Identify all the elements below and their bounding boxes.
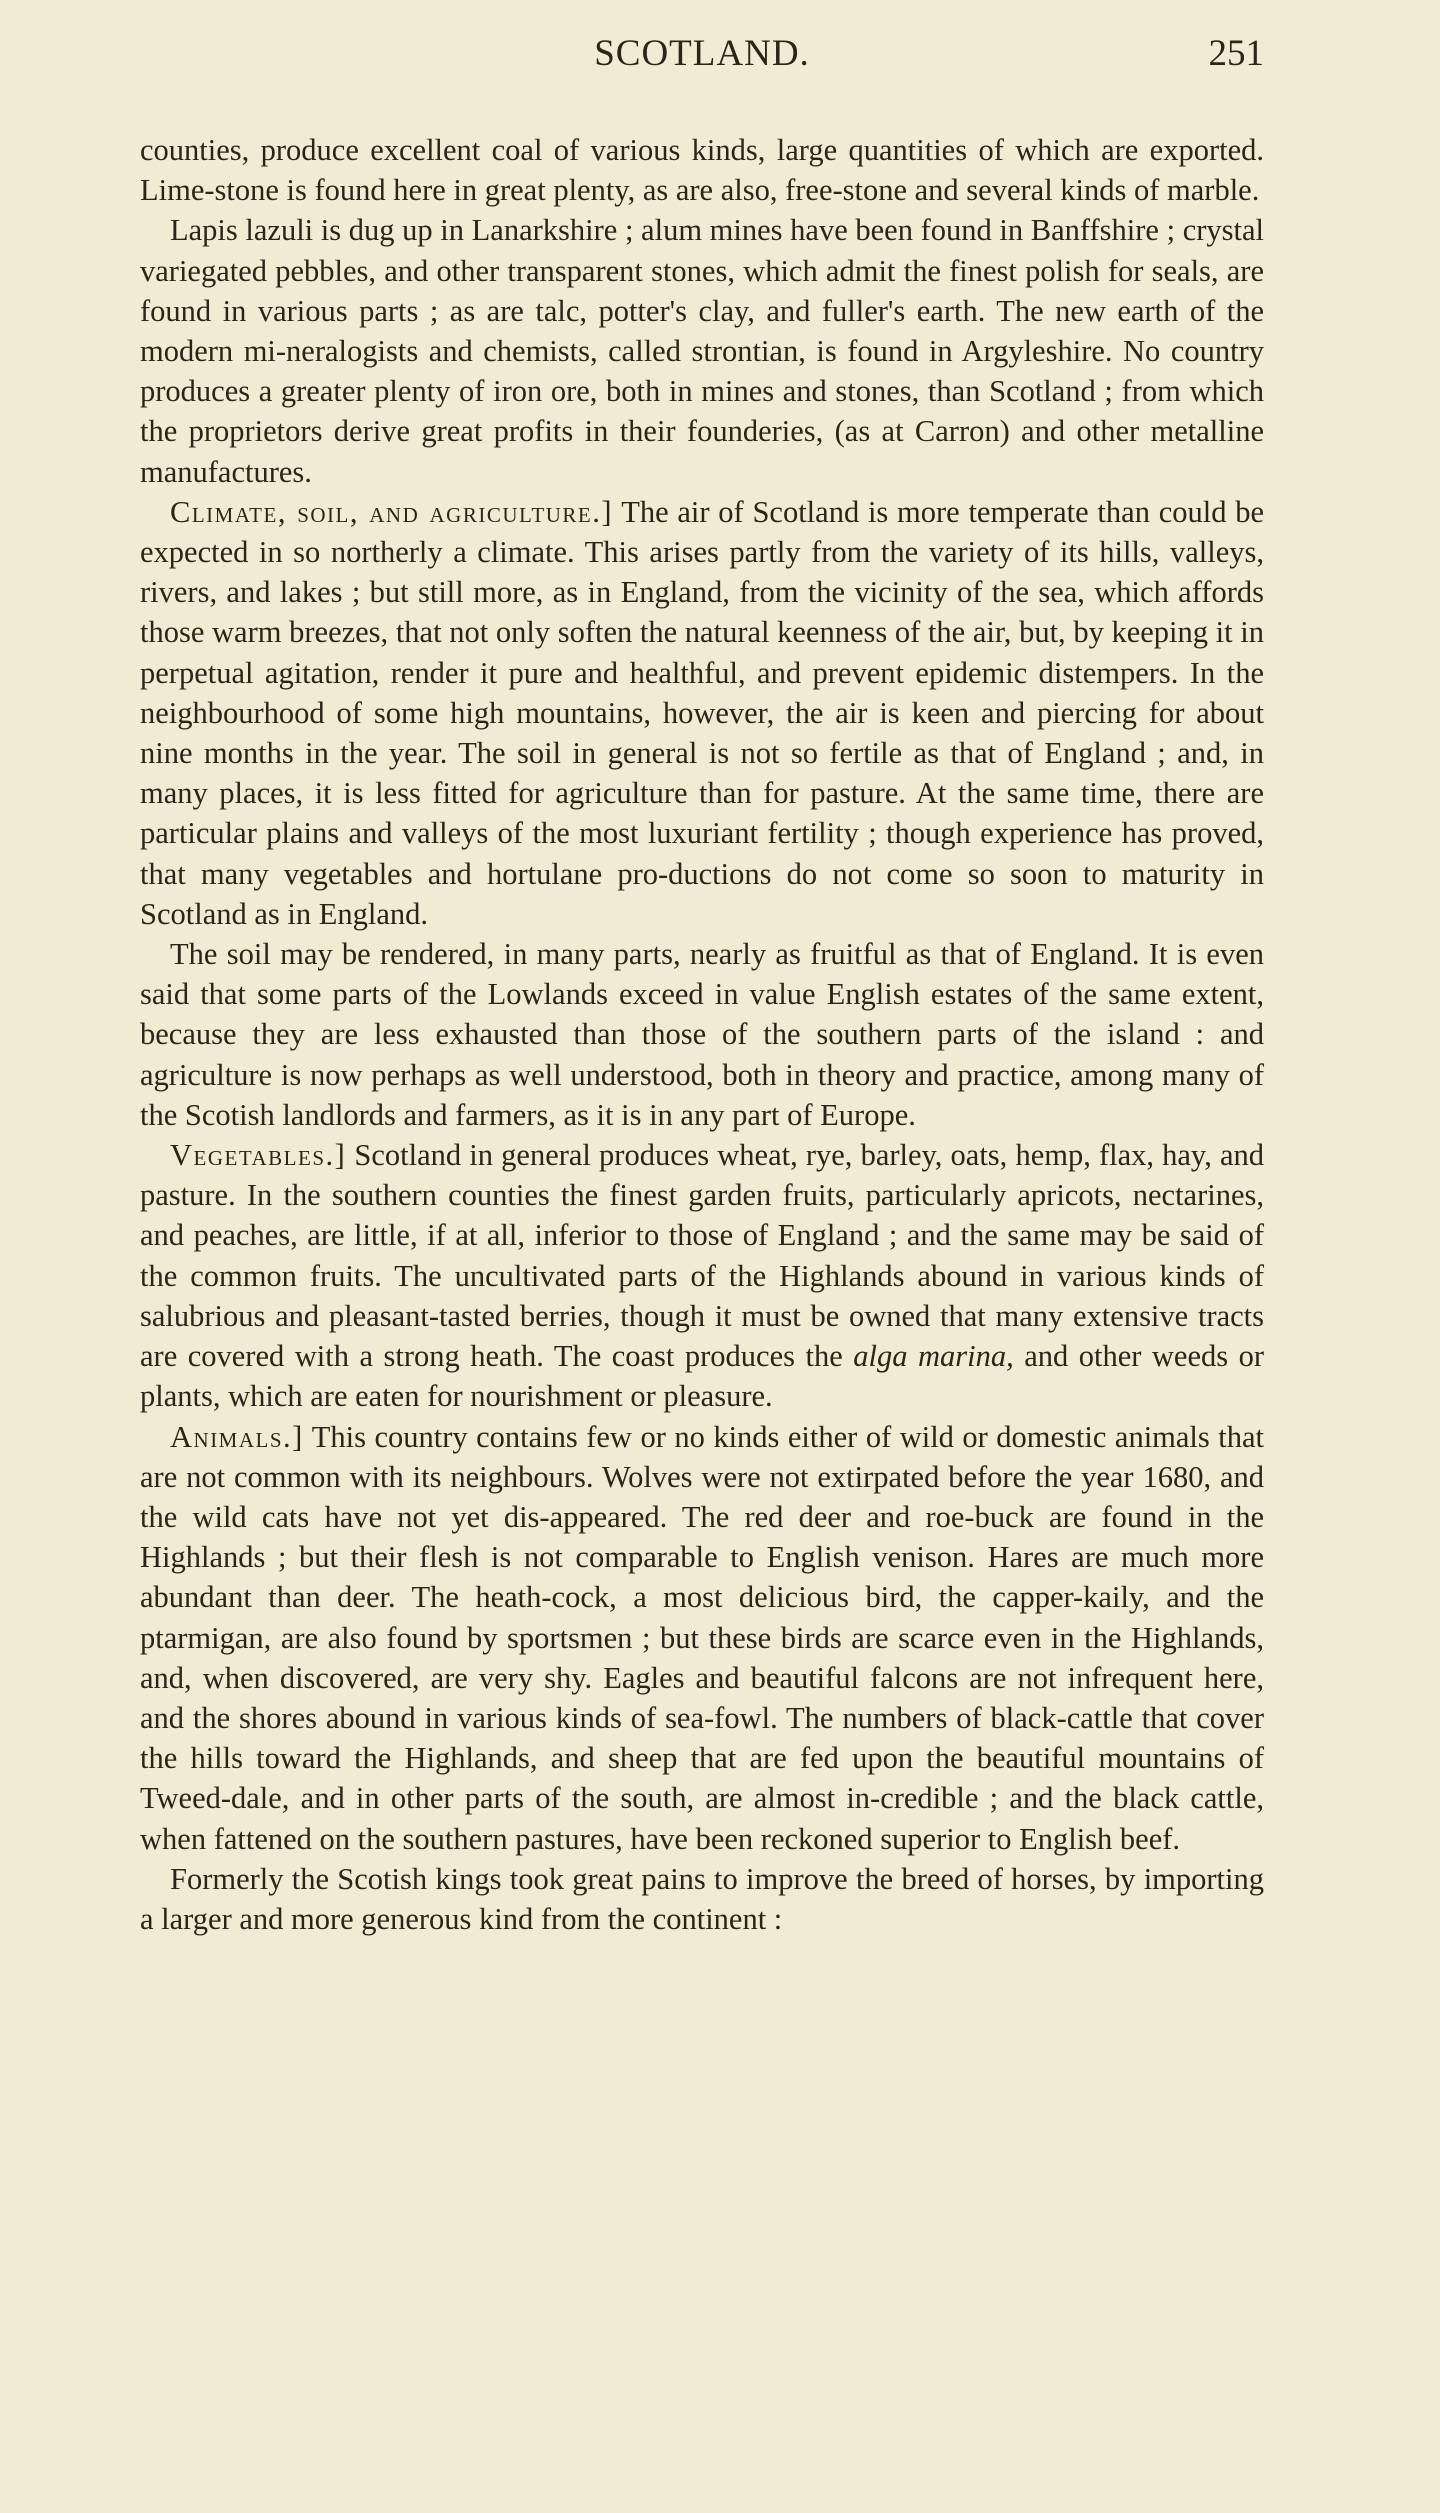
section-heading-animals: Animals.]: [170, 1419, 304, 1454]
running-head: [140, 26, 1264, 86]
paragraph-soil: [140, 934, 1264, 1135]
section-heading-vegetables: Vegetables.]: [170, 1138, 347, 1173]
paragraph-animals: [140, 1417, 1264, 1859]
italic-term: alga marina,: [853, 1339, 1014, 1374]
paragraph-coal: [140, 130, 1264, 210]
body-text: [140, 130, 1264, 1939]
paragraph-minerals: [140, 210, 1264, 491]
paragraph-horses: [140, 1859, 1264, 1939]
running-title: SCOTLAND.: [594, 33, 810, 74]
paragraph-text: counties, produce excellent coal of various kinds, large quantities of which are exported. Lime-stone is found here in great plenty, as are also, free-stone and several kinds of marble.: [140, 133, 1264, 208]
page-number: 251: [1208, 33, 1264, 74]
paragraph-text: The air of Scotland is more temperate than could be expected in so northerly a climate. This arises partly from the variety of its hills, valleys, rivers, and lakes ; but still more, as in England, from the vicinity of the sea, which affords those warm breezes, that not only soften the natural keenness of the air, but, by keeping it in perpetual agitation, render it pure and healthful, and prevent epidemic distempers. In the neighbourhood of some high mountains, however, the air is keen and piercing for about nine months in the year. The soil in general is not so fertile as that of England ; and, in many places, it is less fitted for agriculture than for pasture. At the same time, there are particular plains and valleys of the most luxuriant fertility ; though experience has proved, that many vegetables and hortulane pro-ductions do not come so soon to maturity in Scotland as in England.: [140, 494, 1264, 931]
paragraph-text: Formerly the Scotish kings took great pains to improve the breed of horses, by importing a larger and more generous kind from the continent :: [140, 1861, 1264, 1936]
paragraph-text: The soil may be rendered, in many parts, nearly as fruitful as that of England. It is even said that some parts of the Lowlands exceed in value English estates of the same extent, because they are less exhausted than those of the southern parts of the island : and agriculture is now perhaps as well understood, both in theory and practice, among many of the Scotish landlords and farmers, as it is in any part of Europe.: [140, 937, 1264, 1132]
paragraph-vegetables: [140, 1135, 1264, 1416]
paragraph-text: This country contains few or no kinds either of wild or domestic animals that are not common with its neighbours. Wolves were not extirpated before the year 1680, and the wild cats have not yet dis-appeared. The red deer and roe-buck are found in the Highlands ; but their flesh is not comparable to English venison. Hares are much more abundant than deer. The heath-cock, a most delicious bird, the capper-kaily, and the ptarmigan, are also found by sportsmen ; but these birds are scarce even in the Highlands, and, when discovered, are very shy. Eagles and beautiful falcons are not infrequent here, and the shores abound in various kinds of sea-fowl. The numbers of black-cattle that cover the hills toward the Highlands, and sheep that are fed upon the beautiful mountains of Tweed-dale, and in other parts of the south, are almost in-credible ; and the black cattle, when fattened on the southern pastures, have been reckoned superior to English beef.: [140, 1419, 1264, 1856]
paragraph-text-after: and other weeds or plants, which are eaten for nourishment or pleasure.: [140, 1339, 1264, 1414]
paragraph-text: Lapis lazuli is dug up in Lanarkshire ; alum mines have been found in Banffshire ; crystal variegated pebbles, and other transparent stones, which admit the finest polish for seals, are found in various parts ; as are talc, potter's clay, and fuller's earth. The new earth of the modern mi-neralogists and chemists, called strontian, is found in Argyleshire. No country produces a greater plenty of iron ore, both in mines and stones, than Scotland ; from which the proprietors derive great profits in their founderies, (as at Carron) and other metalline manufactures.: [140, 213, 1264, 489]
paragraph-text: Scotland in general produces wheat, rye, barley, oats, hemp, flax, hay, and pasture. In the southern counties the finest garden fruits, particularly apricots, nectarines, and peaches, are little, if at all, inferior to those of England ; and the same may be said of the common fruits. The uncultivated parts of the Highlands abound in various kinds of salubrious and pleasant-tasted berries, though it must be owned that many extensive tracts are covered with a strong heath. The coast produces the: [140, 1138, 1264, 1374]
section-heading-climate: Climate, soil, and agriculture.]: [170, 494, 614, 529]
paragraph-climate: [140, 492, 1264, 934]
